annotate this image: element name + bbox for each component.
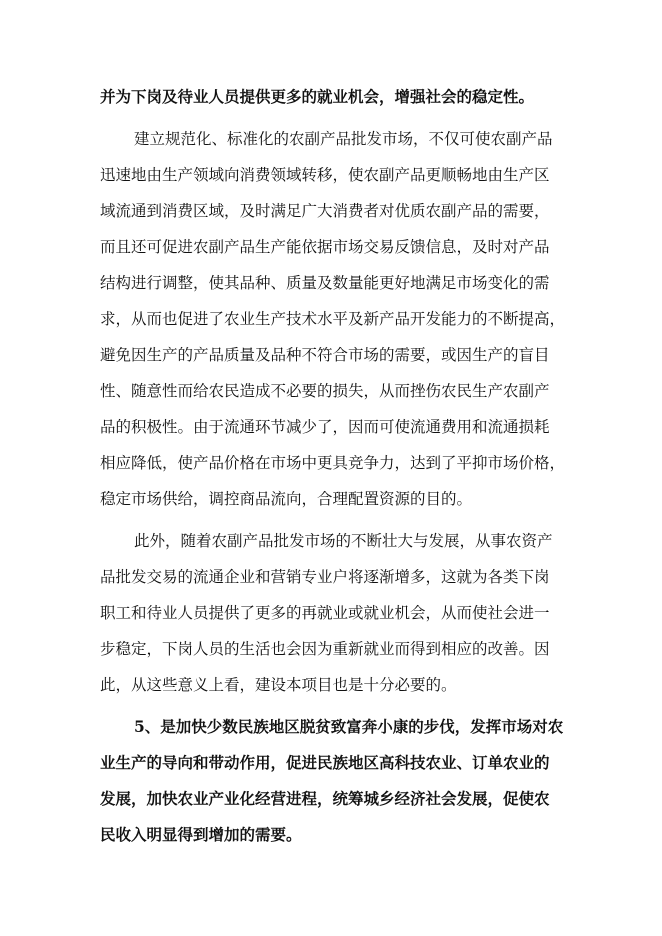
paragraph-line: 相应降低，使产品价格在市场中更具竞争力，达到了平抑市场价格， [100, 454, 566, 472]
paragraph-line: 品批发交易的流通企业和营销专业户将逐渐增多，这就为各类下岗 [100, 568, 550, 586]
paragraph-line: 性、随意性而给农民造成不必要的损失，从而挫伤农民生产农副产 [100, 382, 550, 400]
paragraph-line: 品的积极性。由于流通环节减少了，因而可使流通费用和流通损耗 [100, 418, 550, 436]
point-line: 业生产的导向和带动作用，促进民族地区高科技农业、订单农业的 [100, 753, 550, 772]
point-line: 5、是加快少数民族地区脱贫致富奔小康的步伐，发挥市场对农 [134, 717, 564, 736]
paragraph-line: 域流通到消费区域，及时满足广大消费者对优质农副产品的需要， [100, 202, 550, 220]
paragraph-line: 稳定市场供给，调控商品流向，合理配置资源的目的。 [100, 490, 473, 508]
paragraph-line: 迅速地由生产领域向消费领域转移，使农副产品更顺畅地由生产区 [100, 166, 550, 184]
point-line: 发展，加快农业产业化经营进程，统筹城乡经济社会发展，促使农 [100, 789, 550, 808]
paragraph-line: 避免因生产的产品质量及品种不符合市场的需要，或因生产的盲目 [100, 346, 550, 364]
paragraph-line: 而且还可促进农副产品生产能依据市场交易反馈信息，及时对产品 [100, 238, 550, 256]
paragraph-line: 结构进行调整，使其品种、质量及数量能更好地满足市场变化的需 [100, 274, 550, 292]
paragraph-line: 职工和待业人员提供了更多的再就业或就业机会，从而使社会进一 [100, 604, 550, 622]
paragraph-line: 建立规范化、标准化的农副产品批发市场，不仅可使农副产品 [134, 130, 553, 148]
paragraph-line: 求，从而也促进了农业生产技术水平及新产品开发能力的不断提高， [100, 310, 566, 328]
paragraph-line: 此外，随着农副产品批发市场的不断壮大与发展，从事农资产 [134, 532, 553, 550]
point-line: 民收入明显得到增加的需要。 [100, 825, 302, 844]
paragraph-line: 此，从这些意义上看，建设本项目也是十分必要的。 [100, 676, 457, 694]
paragraph-line: 步稳定，下岗人员的生活也会因为重新就业而得到相应的改善。因 [100, 640, 550, 658]
continuation-line: 并为下岗及待业人员提供更多的就业机会，增强社会的稳定性。 [100, 87, 535, 106]
